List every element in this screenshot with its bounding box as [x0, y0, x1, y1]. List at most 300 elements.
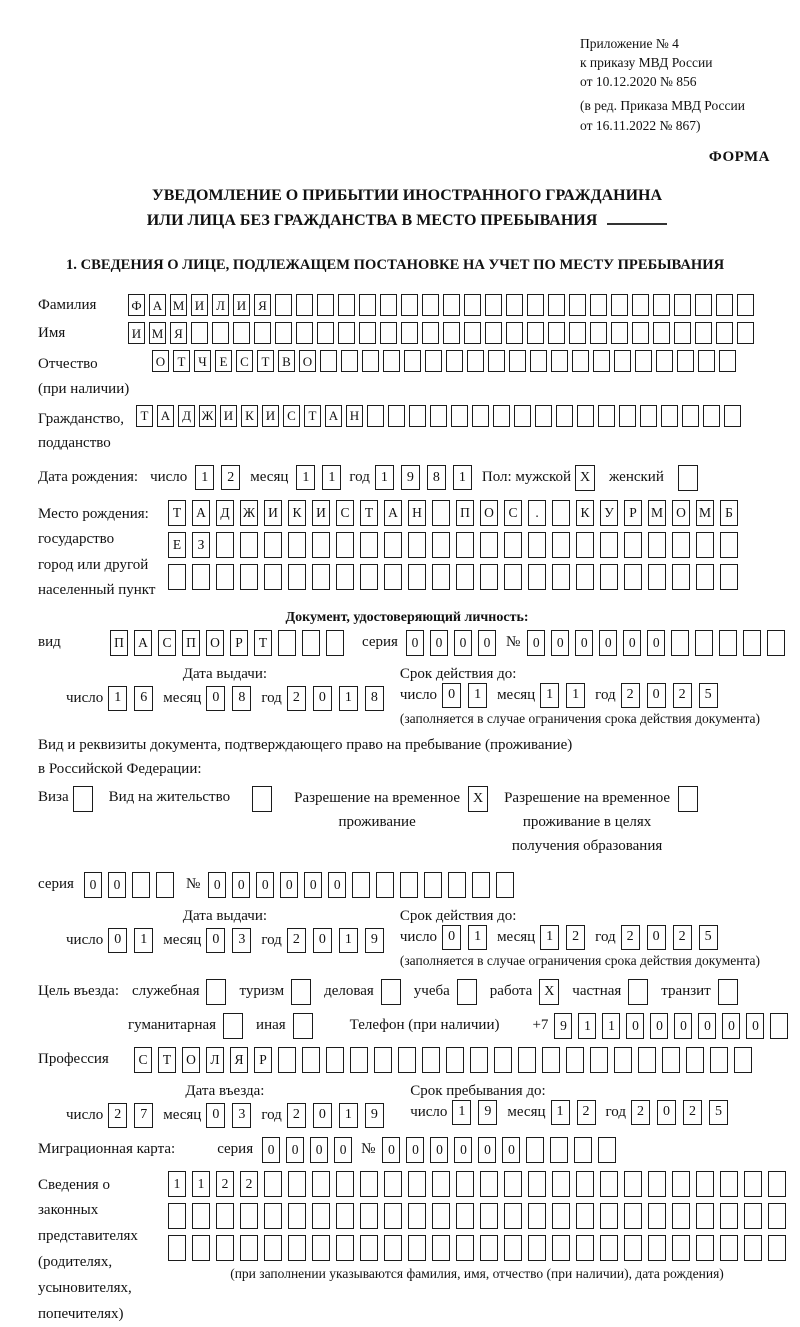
char-cell[interactable]: Т [254, 630, 272, 656]
char-cell[interactable] [485, 322, 502, 344]
char-cell[interactable]: Н [408, 500, 426, 526]
char-cell[interactable] [432, 564, 450, 590]
char-cell[interactable] [360, 532, 378, 558]
char-cell[interactable]: . [528, 500, 546, 526]
char-cell[interactable] [542, 1047, 560, 1073]
char-cell[interactable] [720, 532, 738, 558]
char-cell[interactable] [590, 1047, 608, 1073]
char-cell[interactable]: С [336, 500, 354, 526]
char-cell[interactable] [672, 1235, 690, 1261]
char-cell[interactable] [341, 350, 358, 372]
char-cell[interactable] [698, 350, 715, 372]
char-cell[interactable] [566, 1047, 584, 1073]
char-cell[interactable] [593, 350, 610, 372]
char-cell[interactable] [401, 322, 418, 344]
char-cell[interactable] [662, 1047, 680, 1073]
char-cell[interactable]: Л [212, 294, 229, 316]
char-cell[interactable] [425, 350, 442, 372]
char-cell[interactable]: П [456, 500, 474, 526]
char-cell[interactable] [632, 322, 649, 344]
char-cell[interactable] [456, 1171, 474, 1197]
char-cell[interactable] [376, 872, 394, 898]
char-cell[interactable]: 9 [554, 1013, 572, 1039]
char-cell[interactable]: Б [720, 500, 738, 526]
char-cell[interactable] [398, 1047, 416, 1073]
char-cell[interactable]: 2 [287, 686, 306, 711]
char-cell[interactable] [446, 350, 463, 372]
char-cell[interactable] [408, 564, 426, 590]
char-cell[interactable] [216, 564, 234, 590]
char-cell[interactable] [530, 350, 547, 372]
char-cell[interactable] [156, 872, 174, 898]
char-cell[interactable]: Ф [128, 294, 145, 316]
char-cell[interactable]: 2 [673, 683, 692, 708]
char-cell[interactable] [320, 350, 337, 372]
char-cell[interactable]: 0 [313, 1103, 332, 1128]
char-cell[interactable] [296, 294, 313, 316]
char-cell[interactable] [264, 1235, 282, 1261]
char-cell[interactable] [719, 350, 736, 372]
char-cell[interactable] [624, 1203, 642, 1229]
char-cell[interactable] [480, 532, 498, 558]
char-cell[interactable]: С [283, 405, 300, 427]
char-cell[interactable] [600, 1203, 618, 1229]
char-cell[interactable] [695, 294, 712, 316]
char-cell[interactable] [472, 405, 489, 427]
char-cell[interactable] [432, 1235, 450, 1261]
char-cell[interactable] [504, 1203, 522, 1229]
char-cell[interactable]: 0 [313, 686, 332, 711]
char-cell[interactable]: И [312, 500, 330, 526]
char-cell[interactable] [724, 405, 741, 427]
char-cell[interactable] [408, 532, 426, 558]
char-cell[interactable] [191, 322, 208, 344]
char-cell[interactable] [744, 1203, 762, 1229]
char-cell[interactable]: И [264, 500, 282, 526]
char-cell[interactable] [293, 1013, 313, 1039]
char-cell[interactable] [695, 630, 713, 656]
char-cell[interactable]: 2 [240, 1171, 258, 1197]
char-cell[interactable]: 0 [262, 1137, 280, 1163]
char-cell[interactable] [576, 564, 594, 590]
char-cell[interactable] [719, 630, 737, 656]
char-cell[interactable] [291, 979, 311, 1005]
char-cell[interactable] [624, 1235, 642, 1261]
char-cell[interactable]: 6 [134, 686, 153, 711]
char-cell[interactable] [614, 1047, 632, 1073]
char-cell[interactable] [619, 405, 636, 427]
char-cell[interactable] [288, 532, 306, 558]
char-cell[interactable] [480, 1171, 498, 1197]
char-cell[interactable]: О [206, 630, 224, 656]
char-cell[interactable] [432, 1203, 450, 1229]
char-cell[interactable] [233, 322, 250, 344]
char-cell[interactable]: 1 [453, 465, 472, 490]
char-cell[interactable] [577, 405, 594, 427]
char-cell[interactable]: Д [178, 405, 195, 427]
char-cell[interactable]: 0 [208, 872, 226, 898]
char-cell[interactable]: 0 [599, 630, 617, 656]
char-cell[interactable] [422, 322, 439, 344]
char-cell[interactable] [682, 405, 699, 427]
char-cell[interactable] [611, 294, 628, 316]
char-cell[interactable]: 9 [365, 1103, 384, 1128]
char-cell[interactable] [464, 294, 481, 316]
char-cell[interactable] [480, 1235, 498, 1261]
char-cell[interactable] [720, 1235, 738, 1261]
char-cell[interactable] [552, 564, 570, 590]
char-cell[interactable] [206, 979, 226, 1005]
char-cell[interactable] [648, 564, 666, 590]
char-cell[interactable] [485, 294, 502, 316]
char-cell[interactable]: 1 [339, 1103, 358, 1128]
char-cell[interactable]: Р [624, 500, 642, 526]
char-cell[interactable]: 0 [698, 1013, 716, 1039]
char-cell[interactable]: 0 [746, 1013, 764, 1039]
char-cell[interactable]: 0 [206, 1103, 225, 1128]
char-cell[interactable]: 1 [452, 1100, 471, 1125]
char-cell[interactable] [527, 322, 544, 344]
char-cell[interactable]: Т [173, 350, 190, 372]
char-cell[interactable] [768, 1235, 786, 1261]
char-cell[interactable]: 2 [287, 1103, 306, 1128]
char-cell[interactable]: 0 [647, 925, 666, 950]
char-cell[interactable]: 0 [310, 1137, 328, 1163]
char-cell[interactable] [506, 294, 523, 316]
char-cell[interactable] [73, 786, 93, 812]
char-cell[interactable]: 0 [722, 1013, 740, 1039]
char-cell[interactable]: А [157, 405, 174, 427]
char-cell[interactable]: 0 [647, 683, 666, 708]
char-cell[interactable] [678, 465, 698, 491]
char-cell[interactable]: Е [168, 532, 186, 558]
char-cell[interactable] [432, 500, 450, 526]
char-cell[interactable]: 1 [168, 1171, 186, 1197]
char-cell[interactable] [528, 1203, 546, 1229]
char-cell[interactable]: И [128, 322, 145, 344]
char-cell[interactable] [548, 322, 565, 344]
char-cell[interactable] [288, 1235, 306, 1261]
char-cell[interactable] [600, 1235, 618, 1261]
char-cell[interactable]: 0 [454, 1137, 472, 1163]
char-cell[interactable]: X [468, 786, 488, 812]
char-cell[interactable]: 0 [442, 925, 461, 950]
char-cell[interactable] [768, 1171, 786, 1197]
char-cell[interactable] [296, 322, 313, 344]
char-cell[interactable]: И [191, 294, 208, 316]
char-cell[interactable]: 9 [365, 928, 384, 953]
char-cell[interactable]: 0 [430, 1137, 448, 1163]
char-cell[interactable]: 0 [406, 630, 424, 656]
char-cell[interactable]: К [288, 500, 306, 526]
char-cell[interactable]: А [149, 294, 166, 316]
char-cell[interactable] [472, 872, 490, 898]
char-cell[interactable] [528, 1235, 546, 1261]
char-cell[interactable] [338, 294, 355, 316]
char-cell[interactable] [168, 1235, 186, 1261]
char-cell[interactable]: 0 [657, 1100, 676, 1125]
char-cell[interactable]: Я [254, 294, 271, 316]
char-cell[interactable] [278, 1047, 296, 1073]
char-cell[interactable] [552, 1203, 570, 1229]
char-cell[interactable] [384, 1171, 402, 1197]
char-cell[interactable] [514, 405, 531, 427]
char-cell[interactable] [672, 1171, 690, 1197]
char-cell[interactable] [422, 294, 439, 316]
char-cell[interactable]: 0 [256, 872, 274, 898]
char-cell[interactable]: 3 [232, 928, 251, 953]
char-cell[interactable] [576, 1235, 594, 1261]
char-cell[interactable]: 1 [540, 683, 559, 708]
char-cell[interactable]: О [672, 500, 690, 526]
char-cell[interactable] [192, 1235, 210, 1261]
char-cell[interactable] [743, 630, 761, 656]
char-cell[interactable] [552, 1171, 570, 1197]
char-cell[interactable]: 0 [304, 872, 322, 898]
char-cell[interactable]: 0 [442, 683, 461, 708]
char-cell[interactable] [648, 1203, 666, 1229]
char-cell[interactable] [648, 532, 666, 558]
char-cell[interactable]: 9 [401, 465, 420, 490]
char-cell[interactable]: Я [170, 322, 187, 344]
char-cell[interactable]: 1 [195, 465, 214, 490]
char-cell[interactable] [380, 294, 397, 316]
char-cell[interactable]: К [576, 500, 594, 526]
char-cell[interactable] [552, 532, 570, 558]
char-cell[interactable] [504, 1171, 522, 1197]
char-cell[interactable] [696, 1203, 714, 1229]
char-cell[interactable]: 0 [232, 872, 250, 898]
char-cell[interactable] [556, 405, 573, 427]
char-cell[interactable] [401, 294, 418, 316]
char-cell[interactable]: 5 [699, 683, 718, 708]
char-cell[interactable]: С [158, 630, 176, 656]
char-cell[interactable]: И [233, 294, 250, 316]
char-cell[interactable] [317, 294, 334, 316]
char-cell[interactable] [504, 564, 522, 590]
char-cell[interactable] [359, 322, 376, 344]
char-cell[interactable] [576, 1171, 594, 1197]
char-cell[interactable] [380, 322, 397, 344]
char-cell[interactable] [264, 1203, 282, 1229]
char-cell[interactable] [422, 1047, 440, 1073]
char-cell[interactable]: У [600, 500, 618, 526]
char-cell[interactable] [443, 322, 460, 344]
char-cell[interactable] [504, 532, 522, 558]
char-cell[interactable]: X [575, 465, 595, 491]
char-cell[interactable]: 0 [206, 686, 225, 711]
char-cell[interactable]: 0 [406, 1137, 424, 1163]
char-cell[interactable] [569, 322, 586, 344]
char-cell[interactable]: 0 [280, 872, 298, 898]
char-cell[interactable] [336, 1203, 354, 1229]
char-cell[interactable]: Ж [240, 500, 258, 526]
char-cell[interactable] [288, 1171, 306, 1197]
char-cell[interactable] [312, 1171, 330, 1197]
char-cell[interactable] [600, 564, 618, 590]
char-cell[interactable]: 0 [674, 1013, 692, 1039]
char-cell[interactable]: О [152, 350, 169, 372]
char-cell[interactable] [264, 1171, 282, 1197]
char-cell[interactable] [374, 1047, 392, 1073]
char-cell[interactable]: 2 [673, 925, 692, 950]
char-cell[interactable]: К [241, 405, 258, 427]
char-cell[interactable] [216, 1235, 234, 1261]
char-cell[interactable] [696, 1235, 714, 1261]
char-cell[interactable]: Т [158, 1047, 176, 1073]
char-cell[interactable] [456, 1235, 474, 1261]
char-cell[interactable] [653, 322, 670, 344]
char-cell[interactable] [600, 1171, 618, 1197]
char-cell[interactable]: 2 [631, 1100, 650, 1125]
char-cell[interactable] [336, 564, 354, 590]
char-cell[interactable] [302, 1047, 320, 1073]
char-cell[interactable]: 0 [551, 630, 569, 656]
char-cell[interactable]: 9 [478, 1100, 497, 1125]
char-cell[interactable] [383, 350, 400, 372]
char-cell[interactable] [480, 564, 498, 590]
char-cell[interactable]: М [170, 294, 187, 316]
char-cell[interactable] [494, 1047, 512, 1073]
char-cell[interactable] [672, 1203, 690, 1229]
char-cell[interactable]: 2 [287, 928, 306, 953]
char-cell[interactable] [572, 350, 589, 372]
char-cell[interactable]: Л [206, 1047, 224, 1073]
char-cell[interactable] [488, 350, 505, 372]
char-cell[interactable] [367, 405, 384, 427]
char-cell[interactable]: 2 [683, 1100, 702, 1125]
char-cell[interactable] [674, 322, 691, 344]
char-cell[interactable] [168, 1203, 186, 1229]
char-cell[interactable] [432, 532, 450, 558]
char-cell[interactable] [384, 1235, 402, 1261]
char-cell[interactable] [464, 322, 481, 344]
char-cell[interactable]: 1 [108, 686, 127, 711]
char-cell[interactable] [240, 1235, 258, 1261]
char-cell[interactable] [648, 1235, 666, 1261]
char-cell[interactable] [576, 532, 594, 558]
char-cell[interactable] [456, 1203, 474, 1229]
char-cell[interactable] [600, 532, 618, 558]
char-cell[interactable] [240, 532, 258, 558]
char-cell[interactable]: Т [304, 405, 321, 427]
char-cell[interactable] [552, 500, 570, 526]
char-cell[interactable] [624, 1171, 642, 1197]
char-cell[interactable] [467, 350, 484, 372]
char-cell[interactable] [350, 1047, 368, 1073]
char-cell[interactable] [509, 350, 526, 372]
char-cell[interactable]: 1 [192, 1171, 210, 1197]
char-cell[interactable]: Т [168, 500, 186, 526]
char-cell[interactable] [192, 564, 210, 590]
char-cell[interactable] [767, 630, 785, 656]
char-cell[interactable]: 1 [339, 928, 358, 953]
char-cell[interactable] [168, 564, 186, 590]
char-cell[interactable] [653, 294, 670, 316]
char-cell[interactable]: 5 [699, 925, 718, 950]
char-cell[interactable]: 0 [478, 630, 496, 656]
char-cell[interactable]: 1 [296, 465, 315, 490]
char-cell[interactable] [338, 322, 355, 344]
char-cell[interactable] [240, 1203, 258, 1229]
char-cell[interactable]: 0 [502, 1137, 520, 1163]
char-cell[interactable] [678, 786, 698, 812]
char-cell[interactable]: 1 [339, 686, 358, 711]
char-cell[interactable] [635, 350, 652, 372]
char-cell[interactable] [408, 1171, 426, 1197]
char-cell[interactable] [598, 1137, 616, 1163]
char-cell[interactable]: Т [136, 405, 153, 427]
char-cell[interactable] [456, 564, 474, 590]
char-cell[interactable] [686, 1047, 704, 1073]
char-cell[interactable] [677, 350, 694, 372]
char-cell[interactable]: В [278, 350, 295, 372]
char-cell[interactable] [360, 564, 378, 590]
char-cell[interactable] [456, 532, 474, 558]
char-cell[interactable]: Р [230, 630, 248, 656]
char-cell[interactable] [768, 1203, 786, 1229]
char-cell[interactable]: Е [215, 350, 232, 372]
char-cell[interactable] [216, 532, 234, 558]
char-cell[interactable] [590, 294, 607, 316]
char-cell[interactable]: 0 [328, 872, 346, 898]
char-cell[interactable] [550, 1137, 568, 1163]
char-cell[interactable] [535, 405, 552, 427]
char-cell[interactable]: С [236, 350, 253, 372]
char-cell[interactable] [288, 564, 306, 590]
char-cell[interactable] [703, 405, 720, 427]
char-cell[interactable] [360, 1203, 378, 1229]
char-cell[interactable] [720, 564, 738, 590]
char-cell[interactable]: 0 [647, 630, 665, 656]
char-cell[interactable]: Т [257, 350, 274, 372]
char-cell[interactable]: 1 [578, 1013, 596, 1039]
char-cell[interactable] [611, 322, 628, 344]
char-cell[interactable] [720, 1171, 738, 1197]
char-cell[interactable]: Ж [199, 405, 216, 427]
char-cell[interactable] [312, 564, 330, 590]
char-cell[interactable] [640, 405, 657, 427]
char-cell[interactable] [696, 1171, 714, 1197]
char-cell[interactable] [598, 405, 615, 427]
char-cell[interactable]: Ч [194, 350, 211, 372]
char-cell[interactable] [656, 350, 673, 372]
char-cell[interactable] [451, 405, 468, 427]
char-cell[interactable] [671, 630, 689, 656]
char-cell[interactable] [384, 1203, 402, 1229]
char-cell[interactable] [360, 1235, 378, 1261]
char-cell[interactable]: 0 [527, 630, 545, 656]
char-cell[interactable] [737, 322, 754, 344]
char-cell[interactable] [252, 786, 272, 812]
char-cell[interactable]: 0 [206, 928, 225, 953]
char-cell[interactable] [216, 1203, 234, 1229]
char-cell[interactable] [638, 1047, 656, 1073]
char-cell[interactable]: 0 [454, 630, 472, 656]
char-cell[interactable] [548, 294, 565, 316]
char-cell[interactable]: 0 [430, 630, 448, 656]
char-cell[interactable] [718, 979, 738, 1005]
char-cell[interactable] [360, 1171, 378, 1197]
char-cell[interactable]: 0 [650, 1013, 668, 1039]
char-cell[interactable]: 2 [221, 465, 240, 490]
char-cell[interactable]: М [696, 500, 714, 526]
char-cell[interactable]: 0 [286, 1137, 304, 1163]
char-cell[interactable] [223, 1013, 243, 1039]
char-cell[interactable] [737, 294, 754, 316]
char-cell[interactable] [404, 350, 421, 372]
char-cell[interactable] [278, 630, 296, 656]
